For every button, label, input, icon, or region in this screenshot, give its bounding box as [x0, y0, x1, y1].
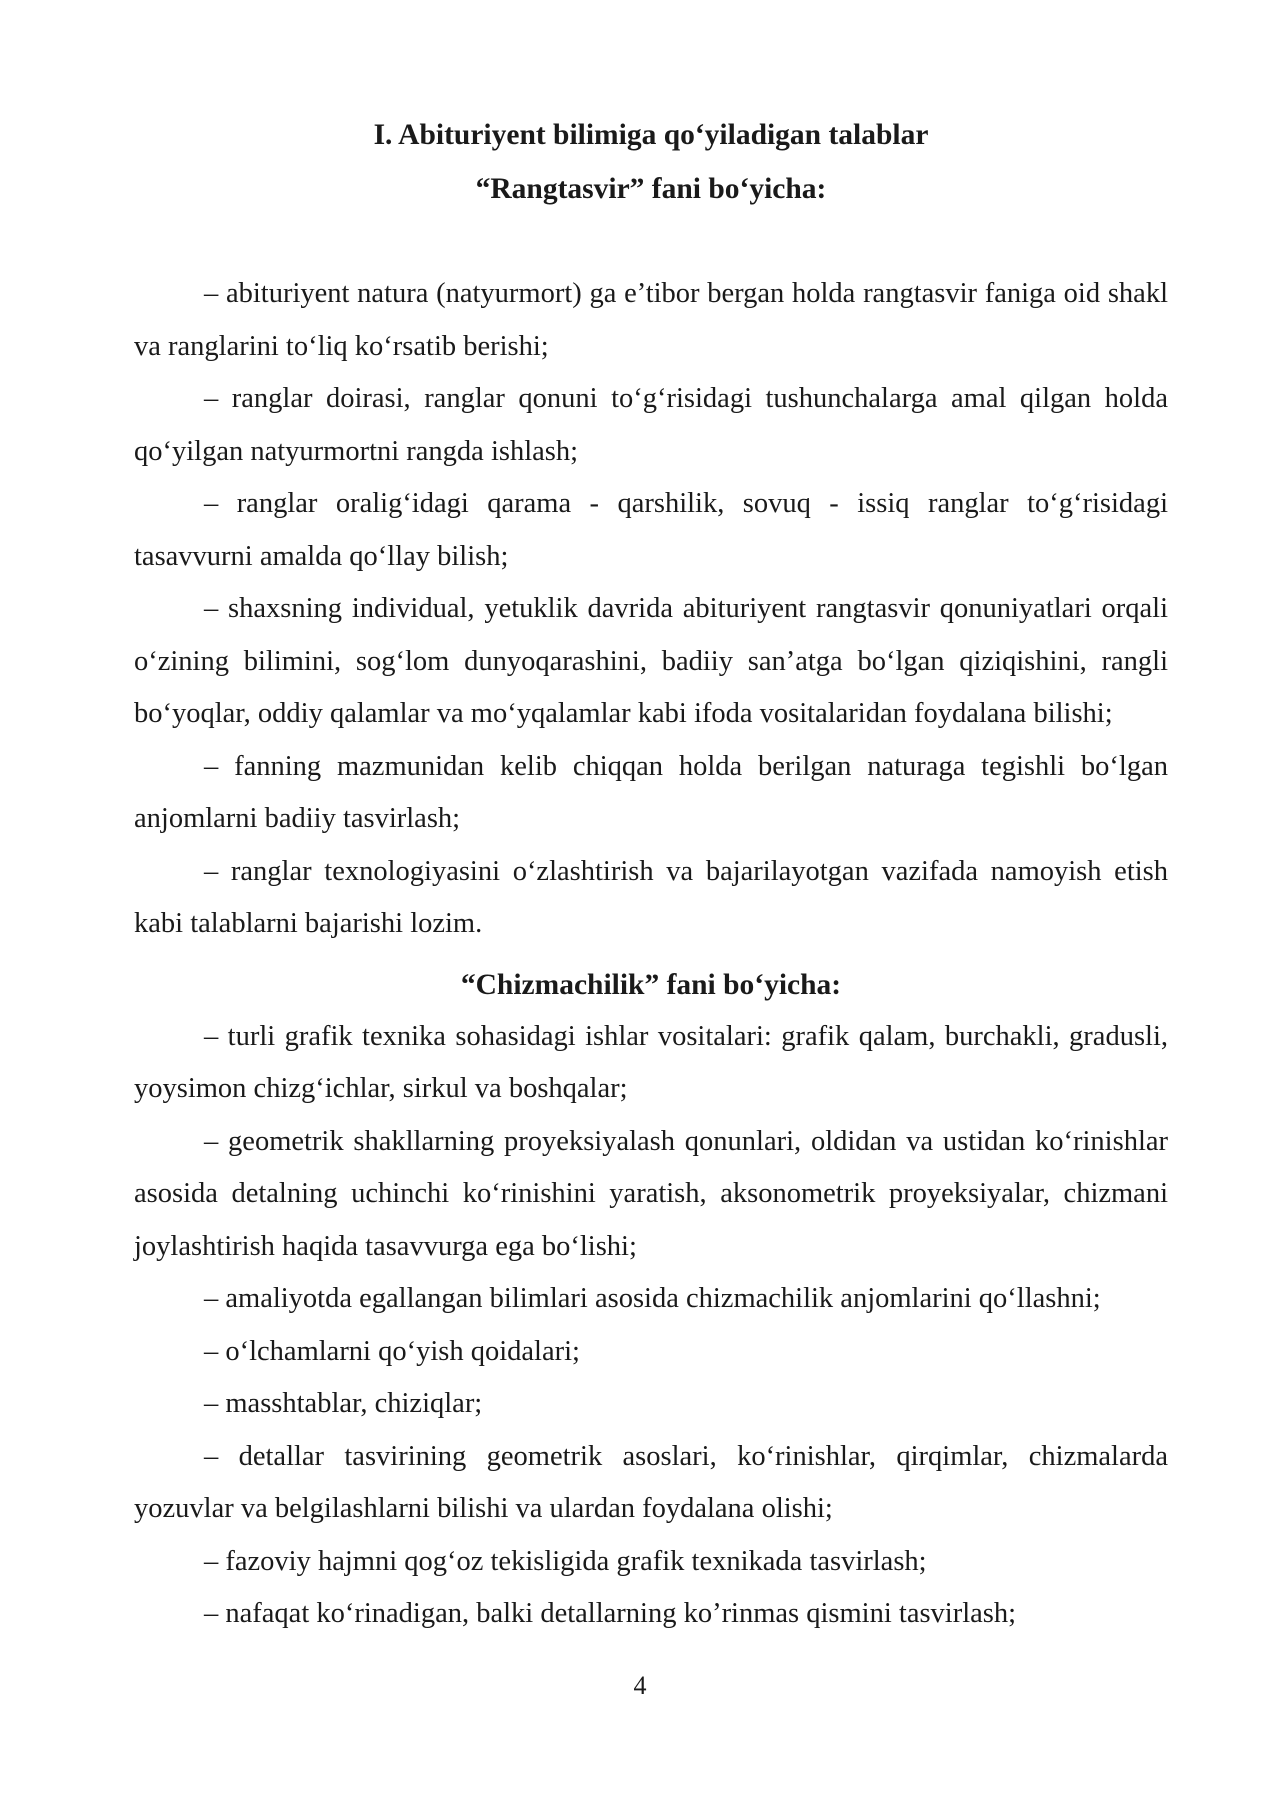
rangtasvir-subtitle: “Rangtasvir” fani bo‘yicha:	[475, 173, 827, 205]
rangtasvir-list	[134, 268, 1168, 951]
list-item: – o‘lchamlarni qo‘yish qoidalari;	[204, 1335, 580, 1367]
page-number: 4	[633, 1671, 647, 1700]
list-item: – ranglar doirasi, ranglar qonuni to‘g‘risidagi tushunchalarga amal qilgan holda qo‘yilgan natyurmortni rangda ishlash;	[134, 383, 1168, 467]
list-item: – ranglar texnologiyasini o‘zlashtirish va bajarilayotgan vazifada namoyish etish kabi talablarni bajarishi lozim.	[134, 855, 1168, 939]
list-item: – fazoviy hajmni qog‘oz tekisligida grafik texnikada tasvirlash;	[204, 1545, 927, 1577]
chizmachilik-list	[134, 1011, 1168, 1641]
page-content	[134, 108, 1168, 1641]
section-gap	[134, 216, 1168, 268]
list-item: – fanning mazmunidan kelib chiqqan holda berilgan naturaga tegishli bo‘lgan anjomlarni badiiy tasvirlash;	[134, 750, 1168, 834]
list-item: – masshtablar, chiziqlar;	[204, 1388, 483, 1419]
list-item: – abituriyent natura (natyurmort) ga e’tibor bergan holda rangtasvir faniga oid shakl va ranglarini to‘liq ko‘rsatib berishi;	[134, 278, 1168, 362]
list-item: – shaxsning individual, yetuklik davrida abituriyent rangtasvir qonuniyatlari orqali o‘zining bilimini, sog‘lom dunyoqarashini, badiiy san’atga bo‘lgan qiziqishini, rangli bo‘yoqlar, oddiy qalamlar va mo‘yqalamlar kabi ifoda vositalaridan foydalana bilishi;	[134, 593, 1168, 729]
list-item: – geometrik shakllarning proyeksiyalash qonunlari, oldidan va ustidan ko‘rinishlar asosida detalning uchinchi ko‘rinishini yaratish, aksonometrik proyeksiyalar, chizmani joylashtirish haqida tasavvurga ega bo‘lishi;	[134, 1125, 1168, 1262]
list-item: – amaliyotda egallangan bilimlari asosida chizmachilik anjomlarini qo‘llashni;	[204, 1283, 1101, 1314]
list-item: – nafaqat ko‘rinadigan, balki detallarning ko’rinmas qismini tasvirlash;	[204, 1598, 1017, 1629]
list-item: – turli grafik texnika sohasidagi ishlar vositalari: grafik qalam, burchakli, gradusli, yoysimon chizg‘ichlar, sirkul va boshqalar;	[134, 1020, 1168, 1104]
chizmachilik-subtitle: “Chizmachilik” fani bo‘yicha:	[460, 968, 842, 1001]
section-title: I. Abituriyent bilimiga qo‘yiladigan talablar	[373, 119, 929, 151]
list-item: – detallar tasvirining geometrik asoslari, ko‘rinishlar, qirqimlar, chizmalarda yozuvlar va belgilashlarni bilishi va ulardan foydalana olishi;	[134, 1440, 1168, 1524]
list-item: – ranglar oralig‘idagi qarama - qarshilik, sovuq - issiq ranglar to‘g‘risidagi tasavvurni amalda qo‘llay bilish;	[134, 488, 1168, 572]
